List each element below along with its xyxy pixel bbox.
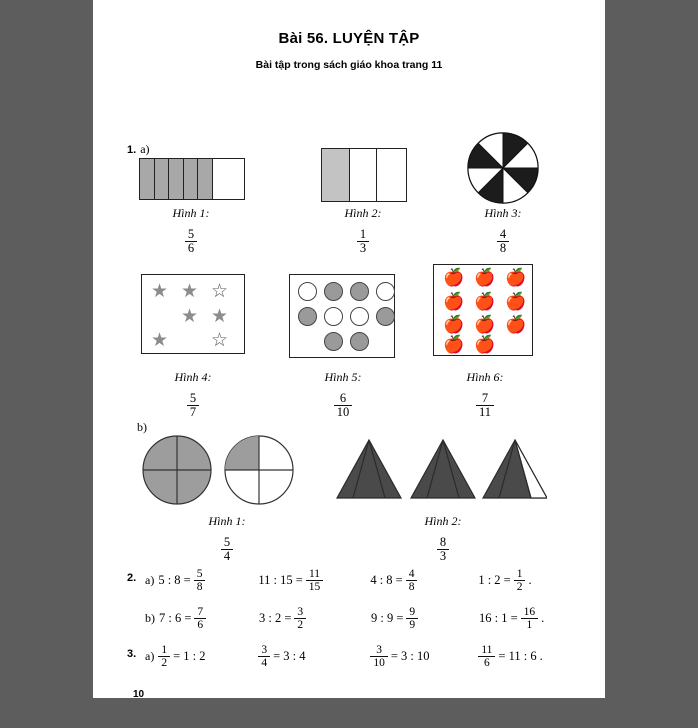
exercise-3-row: [145, 644, 585, 669]
fraction: $\frac{7}{6}$: [194, 606, 206, 631]
apple-icon: 🍎: [443, 268, 465, 287]
apple-row: [443, 293, 527, 310]
equation-item: 7 : 6 = $\frac{7}{6}$: [159, 606, 259, 631]
circle-row: [298, 282, 395, 301]
figure-2-caption-block: [291, 206, 435, 255]
apple-outline-icon: 🍎: [443, 315, 465, 334]
fraction: $\frac{4}{8}$: [406, 568, 418, 593]
equation-item: 11 : 15 = $\frac{11}{15}$: [258, 568, 370, 593]
figure-6-caption-block: [413, 370, 557, 419]
figure-1-caption-block: [119, 206, 263, 255]
exercise-3-number: 3.: [127, 648, 137, 660]
figure-5-fraction: $\frac{6}{10}$: [334, 392, 353, 419]
figure-b2-caption-block: [371, 514, 515, 563]
fraction: $\frac{1}{2}$: [158, 644, 170, 669]
figure-b1-caption: Hình 1:: [208, 514, 246, 528]
circle-row: [324, 332, 369, 351]
figure-3-pie: [467, 132, 539, 209]
apple-icon: 🍎: [474, 335, 496, 354]
apple-icon: 🍎: [443, 292, 465, 311]
circle-filled-icon: [350, 282, 369, 301]
equation-item: $\frac{11}{6}$ = 11 : 6 .: [478, 644, 542, 669]
figure-2-fraction: $\frac{1}{3}$: [357, 228, 369, 255]
apple-icon: 🍎: [474, 268, 496, 287]
apple-row: [443, 316, 527, 333]
fraction: $\frac{16}{1}$: [521, 606, 539, 631]
apple-outline-icon: 🍎: [474, 315, 496, 334]
figure-5-caption: Hình 5:: [324, 370, 362, 384]
figure-3-caption-block: [431, 206, 575, 255]
equation-item: 4 : 8 = $\frac{4}{8}$: [370, 568, 478, 593]
star-outline-icon: ☆: [211, 281, 229, 302]
fraction: $\frac{5}{8}$: [194, 568, 206, 593]
figure-1-bars: [139, 158, 245, 200]
circle-row: [298, 307, 395, 326]
equation-item: 9 : 9 = $\frac{9}{9}$: [371, 606, 479, 631]
equation-item: $\frac{1}{2}$ = 1 : 2: [158, 644, 258, 669]
exercise-2-row-b: [145, 606, 585, 631]
figure-3-caption: Hình 3:: [484, 206, 522, 220]
apple-icon: 🍎: [443, 335, 465, 354]
apple-row: [443, 269, 527, 286]
figure-4-fraction: $\frac{5}{7}$: [187, 392, 199, 419]
equation-item: $\frac{3}{4}$ = 3 : 4: [258, 644, 370, 669]
figure-6-caption: Hình 6:: [466, 370, 504, 384]
circle-filled-icon: [298, 307, 317, 326]
fraction: $\frac{1}{2}$: [514, 568, 526, 593]
figure-b2-fraction: $\frac{8}{3}$: [437, 536, 449, 563]
circle-open-icon: [376, 282, 395, 301]
pie-chart-icon: [467, 132, 539, 204]
apple-outline-icon: 🍎: [505, 315, 527, 334]
exercise-1-part-b: b): [137, 420, 147, 434]
exercise-2-number: 2.: [127, 572, 137, 584]
figure-1-fraction: $\frac{5}{6}$: [185, 228, 197, 255]
two-circles-diagram: [141, 434, 313, 506]
equation-item: 5 : 8 = $\frac{5}{8}$: [158, 568, 258, 593]
fraction: $\frac{11}{15}$: [306, 568, 324, 593]
figure-5-caption-block: [271, 370, 415, 419]
circle-filled-icon: [324, 282, 343, 301]
page-number: 10: [133, 689, 145, 700]
fraction: $\frac{9}{9}$: [406, 606, 418, 631]
exercise-2-part-a: a): [145, 573, 155, 588]
fraction: $\frac{3}{4}$: [258, 644, 270, 669]
page-title: Bài 56. LUYỆN TẬP: [278, 30, 420, 47]
figure-2-caption: Hình 2:: [344, 206, 382, 220]
fraction: $\frac{3}{2}$: [294, 606, 306, 631]
figure-4-caption-block: [121, 370, 265, 419]
page-subtitle: Bài tập trong sách giáo khoa trang 11: [255, 59, 443, 71]
equation-item: 1 : 2 = $\frac{1}{2}$ .: [478, 568, 532, 594]
circle-open-icon: [324, 307, 343, 326]
apple-icon: 🍎: [474, 292, 496, 311]
figure-1-caption: Hình 1:: [172, 206, 210, 220]
figure-6-apples-box: [433, 264, 533, 356]
star-outline-icon: ☆: [211, 330, 229, 351]
fraction: $\frac{11}{6}$: [478, 644, 495, 669]
figure-b1-fraction: $\frac{5}{4}$: [221, 536, 233, 563]
figure-4-stars-box: [141, 274, 245, 354]
figure-6-fraction: $\frac{7}{11}$: [476, 392, 494, 419]
circle-open-icon: [298, 282, 317, 301]
apple-outline-icon: 🍎: [505, 292, 527, 311]
figure-2-bars: [321, 148, 407, 202]
exercise-2-part-b: b): [145, 611, 155, 626]
circle-open-icon: [350, 307, 369, 326]
page-sheet: [93, 30, 605, 728]
apple-row: [443, 336, 495, 353]
circle-filled-icon: [376, 307, 395, 326]
circle-filled-icon: [324, 332, 343, 351]
star-icon: ★: [151, 281, 169, 302]
star-icon: ★: [181, 306, 199, 327]
exercise-1-number: 1. a): [127, 142, 150, 156]
star-icon: ★: [151, 330, 169, 351]
equation-item: $\frac{3}{10}$ = 3 : 10: [370, 644, 478, 669]
exercise-2-row-a: [145, 568, 585, 593]
figure-b1-caption-block: [155, 514, 299, 563]
document-page: [93, 0, 605, 698]
exercise-1-part-a: a): [140, 142, 150, 156]
figure-b2-triangles: [335, 438, 547, 507]
star-icon: ★: [211, 306, 229, 327]
equation-item: 16 : 1 = $\frac{16}{1}$ .: [479, 606, 545, 632]
fraction: $\frac{3}{10}$: [370, 644, 388, 669]
figure-4-caption: Hình 4:: [174, 370, 212, 384]
equation-item: 3 : 2 = $\frac{3}{2}$: [259, 606, 371, 631]
figure-5-circles-box: [289, 274, 395, 358]
circle-filled-icon: [350, 332, 369, 351]
figure-b2-caption: Hình 2:: [424, 514, 462, 528]
figure-b1-circles: [141, 434, 313, 511]
figure-3-fraction: $\frac{4}{8}$: [497, 228, 509, 255]
exercise-3-part-a: a): [145, 649, 155, 664]
apple-icon: 🍎: [505, 268, 527, 287]
star-icon: ★: [181, 281, 199, 302]
three-triangles-diagram: [335, 438, 547, 502]
